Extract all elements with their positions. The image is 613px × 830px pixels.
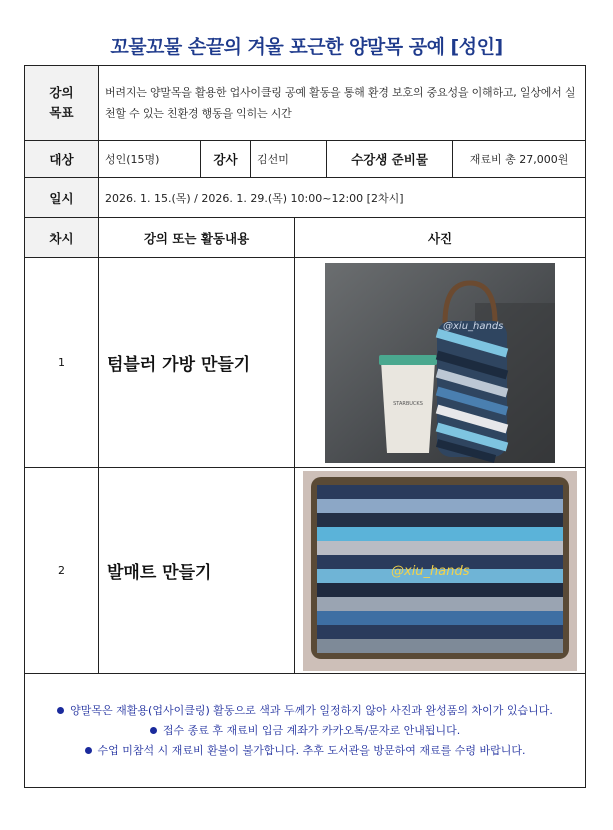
schedule-value: 2026. 1. 15.(목) / 2026. 1. 29.(목) 10:00~12:00 [2차시]: [99, 178, 586, 218]
page-title: 꼬물꼬물 손끝의 겨울 포근한 양말목 공예 [성인]: [110, 36, 503, 58]
bullet-icon: [150, 727, 157, 734]
col-photo-header: 사진: [295, 218, 586, 258]
bath-mat-photo: [303, 471, 577, 671]
activity-title: 텀블러 가방 만들기: [99, 258, 295, 468]
schedule-label: 일시: [25, 178, 99, 218]
activity-title: 발매트 만들기: [99, 468, 295, 674]
notes-section: [25, 674, 586, 788]
instructor-value: 김선미: [251, 141, 327, 178]
photo-watermark: @xiu_hands: [391, 563, 470, 579]
table-row: [25, 258, 586, 468]
note-text: 접수 종료 후 재료비 입금 계좌가 카카오톡/문자로 안내됩니다.: [162, 723, 461, 737]
objective-label-line2: 목표: [49, 105, 74, 120]
target-value: 성인(15명): [99, 141, 201, 178]
session-number: 1: [25, 258, 99, 468]
objective-label: [25, 66, 99, 141]
bullet-icon: [85, 747, 92, 754]
note-item: [25, 741, 585, 761]
note-item: [25, 701, 585, 721]
objective-label-line1: 강의: [49, 85, 74, 100]
col-session-header: 차시: [25, 218, 99, 258]
objective-text: 버려지는 양말목을 활용한 업사이클링 공예 활동을 통해 환경 보호의 중요성을 이해하고, 일상에서 실천할 수 있는 친환경 행동을 익히는 시간: [99, 66, 586, 141]
note-text: 양말목은 재활용(업사이클링) 활동으로 색과 두께가 일정하지 않아 사진과 완성품의 차이가 있습니다.: [70, 703, 553, 717]
photo-watermark: @xiu_hands: [443, 320, 504, 332]
tumbler-bag-photo: [325, 263, 555, 463]
session-number: 2: [25, 468, 99, 674]
table-row: [25, 468, 586, 674]
photo-cell: [295, 468, 586, 674]
note-item: [25, 721, 585, 741]
col-content-header: 강의 또는 활동내용: [99, 218, 295, 258]
supplies-value: 재료비 총 27,000원: [453, 141, 586, 178]
bullet-icon: [57, 707, 64, 714]
supplies-label: 수강생 준비물: [327, 141, 453, 178]
program-table: [24, 65, 586, 788]
note-text: 수업 미참석 시 재료비 환불이 불가합니다. 추후 도서관을 방문하여 재료를 수령 바랍니다.: [97, 743, 526, 757]
target-label: 대상: [25, 141, 99, 178]
instructor-label: 강사: [201, 141, 251, 178]
cup-brand-text: STARBUCKS: [393, 400, 423, 407]
photo-cell: [295, 258, 586, 468]
